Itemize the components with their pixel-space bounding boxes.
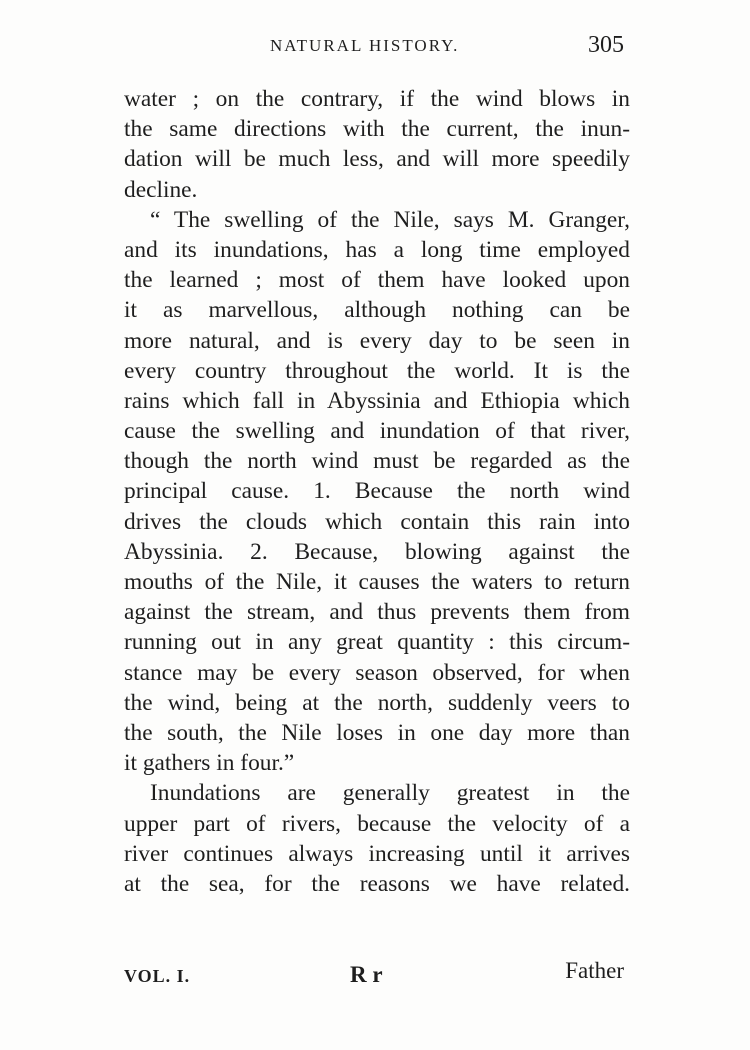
text-line: Inundations are generally greatest in the bbox=[150, 780, 630, 807]
text-line: running out in any great quantity : this circum- bbox=[124, 629, 630, 656]
text-line: mouths of the Nile, it causes the waters to return bbox=[124, 569, 630, 595]
text-line: at the sea, for the reasons we have related. bbox=[124, 870, 630, 897]
text-line: it gathers in four.” bbox=[124, 750, 295, 777]
text-line: every country throughout the world. It is the bbox=[124, 357, 630, 384]
running-head bbox=[120, 32, 630, 76]
signature-mark: R r bbox=[350, 962, 383, 987]
text-line: and its inundations, has a long time employed bbox=[124, 236, 630, 263]
text-line: cause the swelling and inundation of that river, bbox=[124, 418, 630, 445]
text-line: principal cause. 1. Because the north wind bbox=[124, 478, 630, 505]
catchword: Father bbox=[565, 958, 624, 983]
text-line: stance may be every season observed, for when bbox=[124, 659, 630, 686]
text-line: decline. bbox=[124, 176, 198, 203]
text-line: it as marvellous, although nothing can be bbox=[124, 297, 630, 324]
text-line: water ; on the contrary, if the wind blows in bbox=[124, 86, 630, 112]
text-line: the learned ; most of them have looked upon bbox=[124, 267, 630, 294]
text-line: dation will be much less, and will more speedily bbox=[124, 146, 630, 173]
text-line: though the north wind must be regarded as the bbox=[124, 448, 630, 475]
text-line: Abyssinia. 2. Because, blowing against the bbox=[124, 538, 630, 565]
text-line: river continues always increasing until it arrives bbox=[124, 840, 630, 867]
text-line: upper part of rivers, because the velocity of a bbox=[124, 810, 630, 837]
text-line: the south, the Nile loses in one day more than bbox=[124, 719, 630, 746]
volume-signature: VOL. I. bbox=[124, 966, 191, 986]
body-text bbox=[124, 84, 630, 899]
running-title: NATURAL HISTORY. bbox=[270, 36, 460, 55]
text-line: drives the clouds which contain this rain into bbox=[124, 508, 630, 535]
text-line: more natural, and is every day to be seen in bbox=[124, 327, 630, 354]
page-number: 305 bbox=[588, 32, 624, 58]
text-line: rains which fall in Abyssinia and Ethiopia which bbox=[124, 387, 630, 414]
text-line: against the stream, and thus prevents them from bbox=[124, 599, 630, 626]
text-line: the same directions with the current, the inun- bbox=[124, 116, 630, 143]
text-line: the wind, being at the north, suddenly veers to bbox=[124, 689, 630, 716]
page-footer bbox=[124, 958, 630, 994]
text-line: “ The swelling of the Nile, says M. Granger, bbox=[150, 206, 630, 233]
